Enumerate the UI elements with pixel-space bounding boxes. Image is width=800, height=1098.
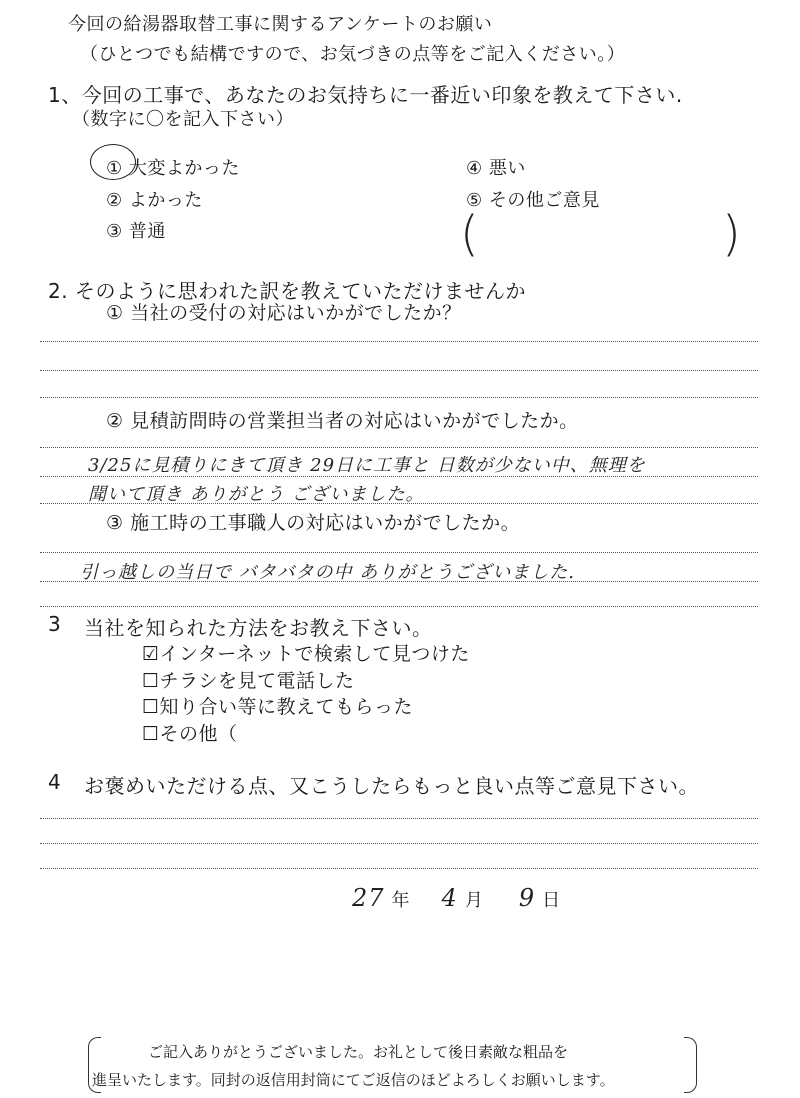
answer-line[interactable]	[40, 370, 758, 371]
option-number: ②	[106, 190, 123, 211]
q2-question: 2. そのように思われた訳を教えていただけませんか	[48, 279, 526, 303]
option-label: インターネットで検索して見つけた	[159, 643, 470, 665]
q4-number: 4	[48, 770, 62, 794]
answer-line[interactable]	[40, 397, 758, 398]
response-date	[352, 884, 560, 912]
option-number: ⑤	[466, 190, 483, 211]
survey-subtitle: （ひとつでも結構ですので、お気づきの点等をご記入ください。）	[80, 44, 626, 65]
option-label: よかった	[128, 190, 203, 211]
checkbox-icon[interactable]: ☐	[142, 723, 160, 745]
footer-right-bracket	[684, 1037, 697, 1093]
date-year: 27	[352, 884, 385, 912]
answer-line[interactable]	[40, 447, 758, 448]
option-label: 悪い	[488, 158, 526, 179]
handwritten-answer-line1: 3/25に見積りにきて頂き 29日に工事と 日数が少ない中、無理を	[88, 455, 646, 476]
q3-option-4[interactable]	[142, 719, 238, 746]
q3-question: 当社を知られた方法をお教え下さい。	[84, 616, 433, 640]
q4-question: お褒めいただける点、又こうしたらもっと良い点等ご意見下さい。	[84, 774, 699, 798]
option-label: チラシを見て電話した	[159, 670, 355, 692]
handwritten-answer3: 引っ越しの当日で バタバタの中 ありがとうございました.	[80, 562, 575, 583]
answer-line[interactable]	[40, 341, 758, 342]
q2-sub1: ① 当社の受付の対応はいかがでしたか？	[106, 302, 462, 324]
date-month: 4	[441, 884, 458, 912]
q3-number: 3	[48, 612, 62, 636]
q3-option-3[interactable]	[142, 692, 413, 719]
option-label: その他（	[159, 723, 238, 745]
option-label: その他ご意見	[488, 190, 600, 211]
answer-line[interactable]	[40, 503, 758, 504]
q1-option-2[interactable]	[106, 186, 203, 212]
option-label: 普通	[128, 221, 166, 242]
q1-question: 1、今回の工事で、あなたのお気持ちに一番近い印象を教えて下さい.	[48, 83, 683, 107]
option-number: ④	[466, 158, 483, 179]
option-number: ①	[106, 158, 123, 179]
option-label: 大変よかった	[128, 158, 240, 179]
handwritten-answer-line2: 聞いて頂き ありがとう ございました。	[88, 484, 425, 505]
q2-sub3: ③ 施工時の工事職人の対応はいかがでしたか。	[106, 512, 521, 534]
q2-sub2: ② 見積訪問時の営業担当者の対応はいかがでしたか。	[106, 410, 579, 432]
checkbox-icon[interactable]: ☐	[142, 696, 160, 718]
survey-title: 今回の給湯器取替工事に関するアンケートのお願い	[68, 14, 493, 35]
answer-line[interactable]	[40, 818, 758, 819]
answer-line[interactable]	[40, 581, 758, 582]
answer-line[interactable]	[40, 476, 758, 477]
checkbox-icon[interactable]: ☐	[142, 670, 160, 692]
answer-line[interactable]	[40, 868, 758, 869]
date-day: 9	[518, 884, 536, 912]
date-day-unit: 日	[542, 890, 561, 911]
footer-line2: 進呈いたします。同封の返信用封筒にてご返信のほどよろしくお願いします。	[92, 1071, 615, 1089]
answer-line[interactable]	[40, 606, 758, 607]
q3-option-2[interactable]	[142, 666, 355, 693]
date-year-unit: 年	[391, 890, 410, 911]
q1-option-5[interactable]	[466, 186, 600, 212]
close-paren: )	[722, 206, 741, 262]
open-paren: (	[460, 206, 479, 262]
option-number: ③	[106, 221, 123, 242]
option-label: 知り合い等に教えてもらった	[159, 696, 414, 718]
checked-checkbox-icon[interactable]: ☑	[142, 643, 160, 665]
date-month-unit: 月	[464, 890, 483, 911]
q1-option-1[interactable]	[106, 154, 240, 180]
q1-option-4[interactable]	[466, 154, 526, 180]
answer-line[interactable]	[40, 552, 758, 553]
q1-instruction: （数字に〇を記入下さい）	[72, 109, 294, 130]
q1-option-3[interactable]	[106, 217, 166, 243]
footer-line1: ご記入ありがとうございました。お礼として後日素敵な粗品を	[148, 1043, 569, 1061]
answer-line[interactable]	[40, 843, 758, 844]
q3-option-1[interactable]	[142, 639, 470, 666]
